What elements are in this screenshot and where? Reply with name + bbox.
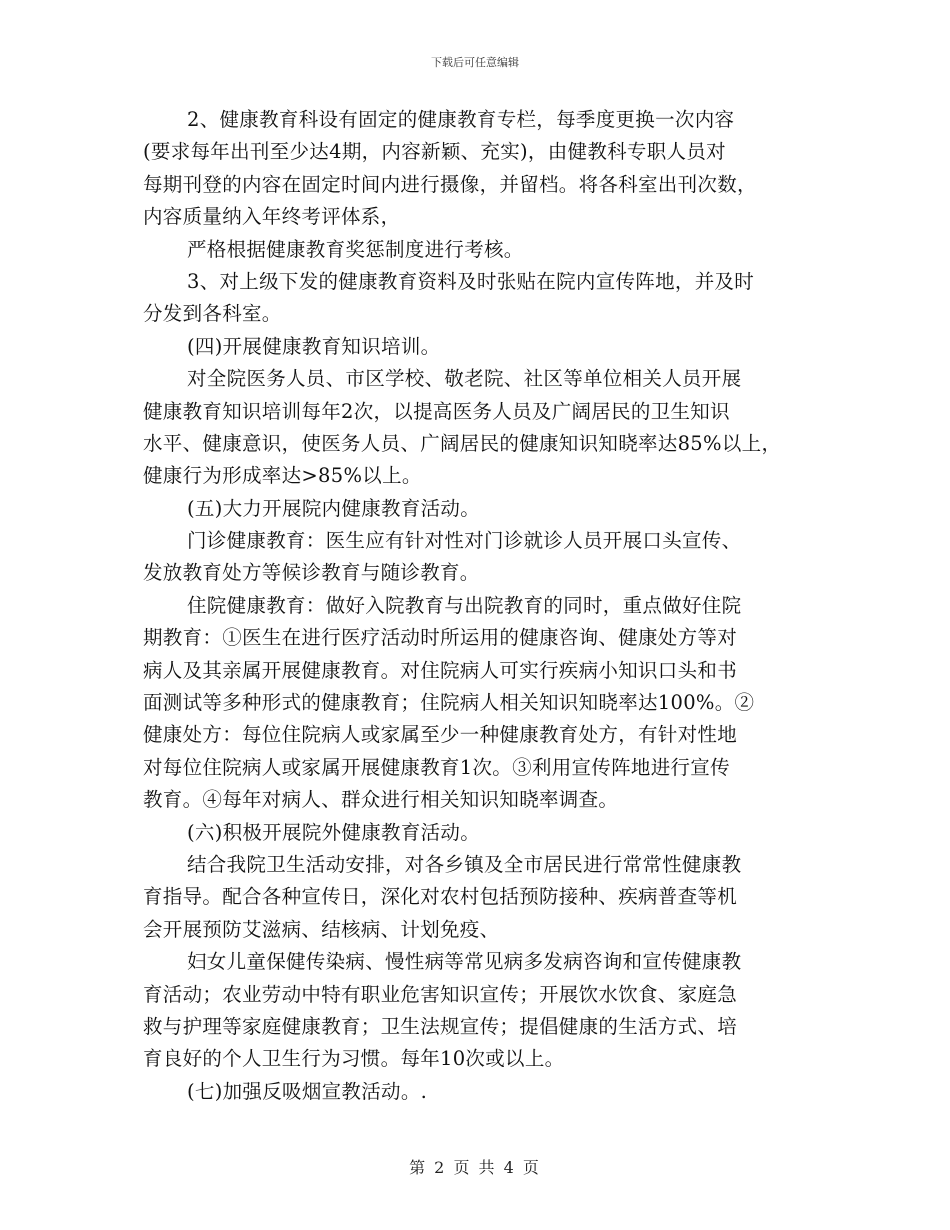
text-line: 门诊健康教育：医生应有针对性对门诊就诊人员开展口头宣传、 <box>187 529 742 553</box>
text-line: 救与护理等家庭健康教育；卫生法规宣传；提倡健康的生活方式、培 <box>143 1014 738 1038</box>
text-line: 面测试等多种形式的健康教育；住院病人相关知识知晓率达100%。② <box>143 691 755 715</box>
text-line: 内容质量纳入年终考评体系， <box>143 205 401 229</box>
text-line: 妇女儿童保健传染病、慢性病等常见病多发病咨询和宣传健康教 <box>187 950 742 974</box>
text-line: 会开展预防艾滋病、结核病、计划免疫、 <box>143 917 500 941</box>
text-line: 住院健康教育：做好入院教育与出院教育的同时，重点做好住院 <box>187 593 742 617</box>
text-line: 病人及其亲属开展健康教育。对住院病人可实行疾病小知识口头和书 <box>143 658 738 682</box>
document-body <box>143 104 833 1108</box>
text-line: 每期刊登的内容在固定时间内进行摄像，并留档。将各科室出刊次数， <box>143 172 757 196</box>
text-line: (要求每年出刊至少达4期，内容新颖、充实)，由健教科专职人员对 <box>143 140 726 164</box>
text-line: 2、健康教育科设有固定的健康教育专栏，每季度更换一次内容 <box>187 108 735 131</box>
text-line: 对全院医务人员、市区学校、敬老院、社区等单位相关人员开展 <box>187 367 742 391</box>
text-line: 水平、健康意识，使医务人员、广阔居民的健康知识知晓率达85%以上， <box>143 431 782 455</box>
text-line: 3、对上级下发的健康教育资料及时张贴在院内宣传阵地，并及时 <box>187 269 755 293</box>
page-footer: 第 2 页 共 4 页 <box>409 1158 541 1177</box>
text-line: 健康行为形成率达>85%以上。 <box>143 464 422 488</box>
text-line: 健康教育知识培训每年2次，以提高医务人员及广阔居民的卫生知识 <box>143 399 730 423</box>
page-header: 下载后可任意编辑 <box>431 56 519 69</box>
text-line: 健康处方：每位住院病人或家属至少一种健康教育处方，有针对性地 <box>143 723 738 747</box>
text-line: 结合我院卫生活动安排，对各乡镇及全市居民进行常常性健康教 <box>187 852 742 876</box>
text-line: 育良好的个人卫生行为习惯。每年10次或以上。 <box>143 1047 565 1071</box>
text-line: (五)大力开展院内健康教育活动。 <box>187 496 481 520</box>
text-line: 期教育：①医生在进行医疗活动时所运用的健康咨询、健康处方等对 <box>143 626 738 650</box>
text-line: (四)开展健康教育知识培训。 <box>187 334 441 358</box>
text-line: 对每位住院病人或家属开展健康教育1次。③利用宣传阵地进行宣传 <box>143 755 730 779</box>
text-line: 育指导。配合各种宣传日，深化对农村包括预防接种、疾病普查等机 <box>143 885 738 909</box>
text-line: (七)加强反吸烟宣教活动。. <box>187 1079 428 1103</box>
text-line: 分发到各科室。 <box>143 302 282 326</box>
text-line: 教育。④每年对病人、群众进行相关知识知晓率调查。 <box>143 788 619 812</box>
text-line: 严格根据健康教育奖惩制度进行考核。 <box>187 237 524 261</box>
text-line: (六)积极开展院外健康教育活动。 <box>187 820 481 844</box>
text-line: 育活动；农业劳动中特有职业危害知识宣传；开展饮水饮食、家庭急 <box>143 982 738 1006</box>
text-line: 发放教育处方等候诊教育与随诊教育。 <box>143 561 480 585</box>
